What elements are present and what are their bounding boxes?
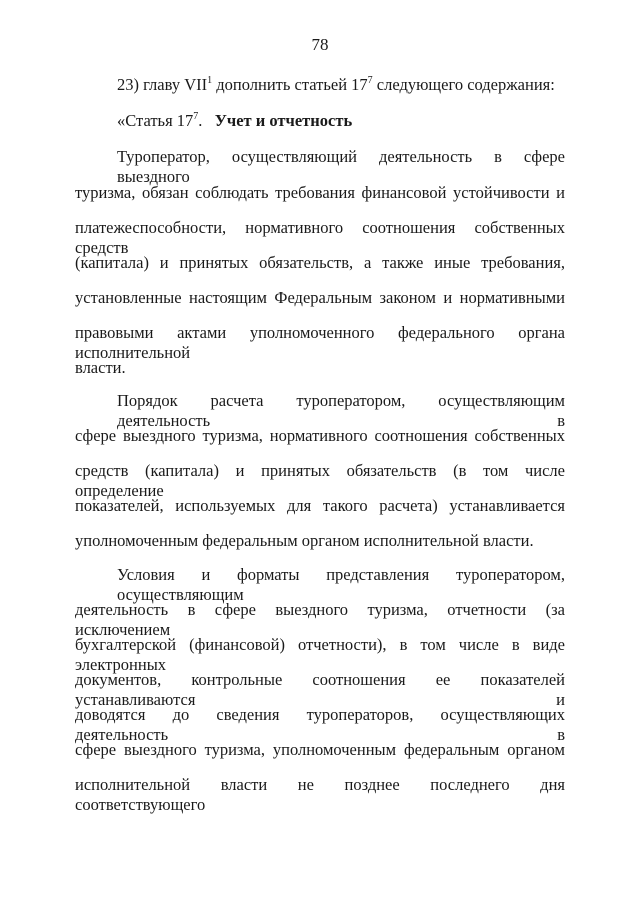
article-title: Учет и отчетность	[214, 111, 353, 130]
text-line: доводятся до сведения туроператоров, осуществляющих деятельность в	[75, 705, 565, 744]
text-line: Порядок расчета туроператором, осуществляющим деятельность в	[117, 391, 565, 430]
text-line: Условия и форматы представления туроператором, осуществляющим	[117, 565, 565, 604]
text-line: сфере выездного туризма, уполномоченным федеральным органом	[75, 740, 565, 759]
text-line: документов, контрольные соотношения ее показателей устанавливаются и	[75, 670, 565, 709]
text-line: правовыми актами уполномоченного федерального органа исполнительной	[75, 323, 565, 362]
text-line: уполномоченным федеральным органом исполнительной власти.	[75, 531, 534, 550]
text-line: власти.	[75, 358, 126, 377]
text-line: средств (капитала) и принятых обязательств (в том числе определение	[75, 461, 565, 500]
text-line: туризма, обязан соблюдать требования финансовой устойчивости и	[75, 183, 565, 202]
text-line: исполнительной власти не позднее последнего дня соответствующего	[75, 775, 565, 814]
text-line: платежеспособности, нормативного соотношения собственных средств	[75, 218, 565, 257]
text-line: показателей, используемых для такого расчета) устанавливается	[75, 496, 565, 515]
text-line: (капитала) и принятых обязательств, а также иные требования,	[75, 253, 565, 272]
text-line: сфере выездного туризма, нормативного соотношения собственных	[75, 426, 565, 445]
text-line: деятельность в сфере выездного туризма, отчетности (за исключением	[75, 600, 565, 639]
text-line: бухгалтерской (финансовой) отчетности), в том числе в виде электронных	[75, 635, 565, 674]
text-line: Туроператор, осуществляющий деятельность в сфере выездного	[117, 147, 565, 186]
article-heading: «Статья $17^7$. Учет и отчетность	[117, 111, 353, 130]
page-number: 78	[311, 35, 329, 54]
text-line: установленные настоящим Федеральным законом и нормативными	[75, 288, 565, 307]
amendment-line: 23) главу VII$^1$ дополнить статьей $17^7$ следующего содержания:	[117, 75, 555, 94]
